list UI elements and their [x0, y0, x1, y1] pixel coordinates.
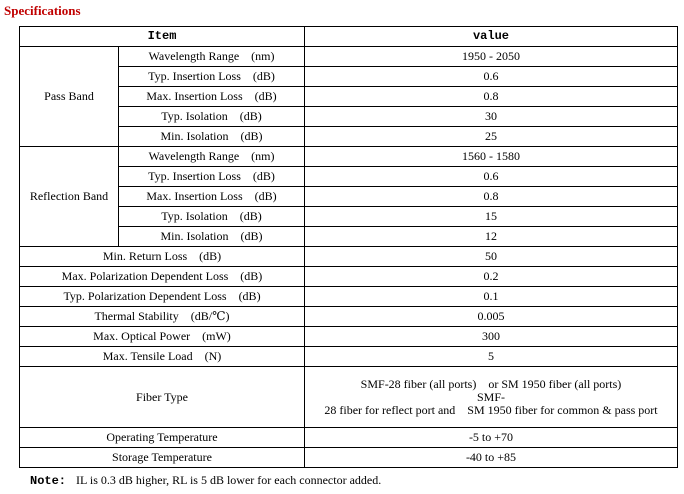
table-row — [20, 87, 678, 107]
row-item: Operating Temperature — [20, 428, 305, 448]
row-value: -5 to +70 — [305, 428, 678, 448]
fiber-type-line: 28 fiber for reflect port and SM 1950 fiber for common & pass port — [324, 402, 658, 417]
row-value: 0.8 — [305, 187, 678, 207]
table-row — [20, 267, 678, 287]
row-value: 0.8 — [305, 87, 678, 107]
row-item: Typ. Insertion Loss (dB) — [119, 167, 305, 187]
row-value: 0.1 — [305, 287, 678, 307]
row-item: Thermal Stability (dB/℃) — [20, 307, 305, 327]
row-item: Typ. Isolation (dB) — [119, 107, 305, 127]
row-value: 0.005 — [305, 307, 678, 327]
row-value: 1950 - 2050 — [305, 47, 678, 67]
row-value: 15 — [305, 207, 678, 227]
row-item: Typ. Polarization Dependent Loss (dB) — [20, 287, 305, 307]
table-row — [20, 127, 678, 147]
row-value: 300 — [305, 327, 678, 347]
row-item: Max. Insertion Loss (dB) — [119, 187, 305, 207]
table-row — [20, 227, 678, 247]
table-row — [20, 428, 678, 448]
footnote — [30, 473, 381, 488]
note-text: IL is 0.3 dB higher, RL is 5 dB lower for each connector added. — [76, 473, 382, 487]
row-item: Min. Isolation (dB) — [119, 127, 305, 147]
row-item: Max. Insertion Loss (dB) — [119, 87, 305, 107]
header-row — [20, 27, 678, 47]
row-item: Typ. Isolation (dB) — [119, 207, 305, 227]
group-label-pass-band: Pass Band — [20, 47, 119, 147]
table-row — [20, 327, 678, 347]
header-item: Item — [20, 27, 305, 47]
fiber-type-line: SMF-28 fiber (all ports) or SM 1950 fiber (all ports) — [360, 376, 622, 391]
row-item: Min. Return Loss (dB) — [20, 247, 305, 267]
row-item: Fiber Type — [20, 367, 305, 428]
row-item: Wavelength Range (nm) — [119, 147, 305, 167]
row-item: Max. Optical Power (mW) — [20, 327, 305, 347]
row-value: -40 to +85 — [305, 448, 678, 468]
table-row — [20, 187, 678, 207]
row-value: 50 — [305, 247, 678, 267]
row-value: 0.2 — [305, 267, 678, 287]
table-row — [20, 167, 678, 187]
table-row — [20, 287, 678, 307]
fiber-type-value — [305, 367, 678, 428]
row-item: Typ. Insertion Loss (dB) — [119, 67, 305, 87]
row-item: Storage Temperature — [20, 448, 305, 468]
row-value: 25 — [305, 127, 678, 147]
row-item: Max. Tensile Load (N) — [20, 347, 305, 367]
row-item: Max. Polarization Dependent Loss (dB) — [20, 267, 305, 287]
row-value: 5 — [305, 347, 678, 367]
fiber-type-row — [20, 367, 678, 428]
header-value: value — [305, 27, 678, 47]
table-row — [20, 347, 678, 367]
row-value: 30 — [305, 107, 678, 127]
table-row — [20, 207, 678, 227]
row-value: 0.6 — [305, 67, 678, 87]
group-label-reflection-band: Reflection Band — [20, 147, 119, 247]
table-row — [20, 247, 678, 267]
specifications-table — [19, 26, 678, 468]
table-row — [20, 147, 678, 167]
page-title: Specifications — [4, 3, 81, 18]
table-row — [20, 107, 678, 127]
row-value: 1560 - 1580 — [305, 147, 678, 167]
table-row — [20, 448, 678, 468]
row-item: Wavelength Range (nm) — [119, 47, 305, 67]
table-row — [20, 67, 678, 87]
table-row — [20, 47, 678, 67]
row-value: 12 — [305, 227, 678, 247]
note-label: Note: — [30, 474, 67, 488]
row-value: 0.6 — [305, 167, 678, 187]
fiber-type-line: SMF- — [476, 389, 505, 404]
row-item: Min. Isolation (dB) — [119, 227, 305, 247]
table-row — [20, 307, 678, 327]
